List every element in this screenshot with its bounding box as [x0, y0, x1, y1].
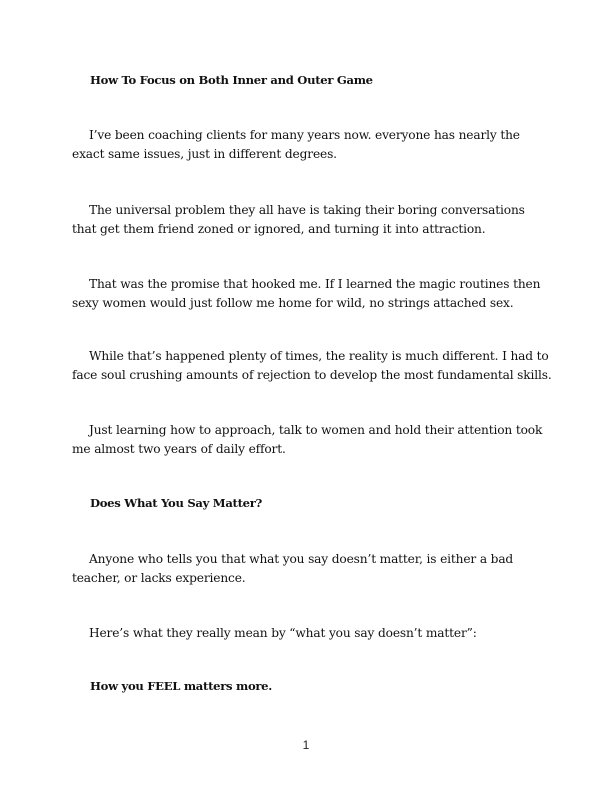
paragraph-text: That was the promise that hooked me. If I learned the magic routines then sexy women would just follow me home for wild, no strings attached sex.: [72, 277, 541, 310]
paragraph-text: I’ve been coaching clients for many years now. everyone has nearly the exact same issues, just in different degrees.: [72, 128, 520, 161]
section-heading-what-you-say: Does What You Say Matter?: [90, 496, 263, 510]
paragraph-anyone-who-tells: [72, 550, 552, 588]
section-heading-inner-outer-game: How To Focus on Both Inner and Outer Game: [90, 73, 373, 87]
section-heading-feel-matters: How you FEEL matters more.: [90, 679, 272, 693]
paragraph-reality: [72, 347, 552, 385]
paragraph-universal-problem: [72, 201, 552, 239]
page-number: 1: [302, 738, 310, 752]
paragraph-text: Here’s what they really mean by “what you say doesn’t matter”:: [89, 626, 477, 640]
paragraph-text: While that’s happened plenty of times, the reality is much different. I had to face soul crushing amounts of rejection to develop the most fundamental skills.: [72, 349, 552, 382]
paragraph-text: The universal problem they all have is taking their boring conversations that get them friend zoned or ignored, and turning it into attraction.: [72, 203, 525, 236]
paragraph-promise: [72, 275, 552, 313]
paragraph-heres-what: [72, 624, 552, 643]
paragraph-text: Anyone who tells you that what you say doesn’t matter, is either a bad teacher, or lacks experience.: [72, 552, 514, 585]
paragraph-text: Just learning how to approach, talk to women and hold their attention took me almost two years of daily effort.: [72, 423, 543, 456]
paragraph-learning: [72, 421, 552, 459]
paragraph-coaching-clients: [72, 126, 552, 164]
